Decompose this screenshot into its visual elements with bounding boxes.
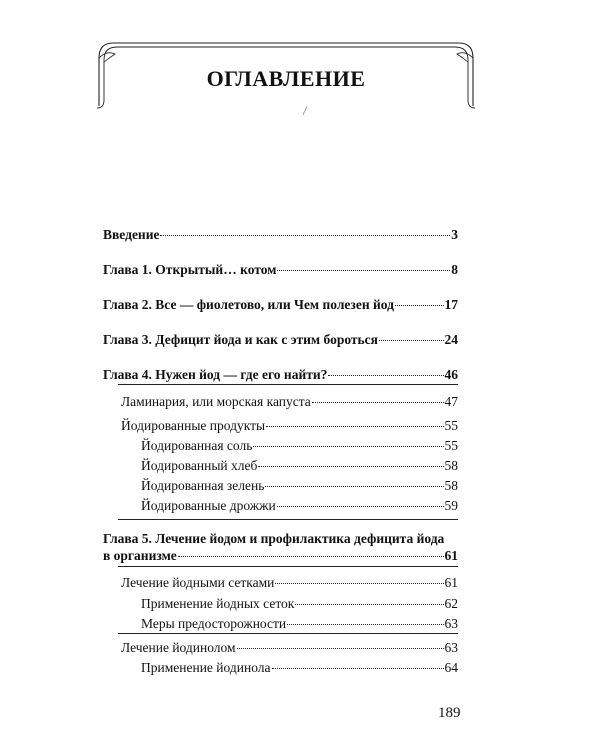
ornamental-header-frame [95,40,477,110]
page-title: ОГЛАВЛЕНИЕ [206,66,366,91]
toc-label: Меры предосторожности [141,616,287,631]
section-divider [118,384,458,385]
toc-entry-laminaria[interactable] [121,394,458,410]
toc-label: Лечение йодными сетками [121,575,275,590]
toc-label: Лечение йодинолом [121,640,236,655]
toc-entry-chapter-1[interactable] [103,262,458,278]
toc-entry-iodized-salt[interactable] [141,438,458,454]
toc-entry-precautions[interactable] [141,616,458,632]
leader-dots [160,234,450,236]
toc-entry-iodine-nets[interactable] [121,575,458,591]
toc-entry-iodized-bread[interactable] [141,458,458,474]
leader-dots [237,647,444,649]
toc-entry-chapter-5[interactable] [103,548,458,564]
leader-dots [295,603,443,605]
toc-entry-applying-iodine-nets[interactable] [141,596,458,612]
toc-page-number: 46 [444,367,458,382]
toc-entry-iodized-products[interactable] [121,418,458,434]
toc-label: Йодированные продукты [121,418,266,433]
toc-label: Ламинария, или морская капуста [121,394,311,409]
leader-dots [312,401,444,403]
toc-entry-iodinol-treatment[interactable] [121,640,458,656]
toc-entry-chapter-5-line-1[interactable]: Глава 5. Лечение йодом и профилактика дефицита йода [103,531,445,546]
leader-dots [178,555,444,557]
toc-page-number: 47 [444,394,458,409]
toc-label: Глава 3. Дефицит йода и как с этим бороться [103,332,378,347]
toc-label: Введение [103,227,160,242]
page-number: 189 [438,705,461,721]
toc-page-number: 63 [444,616,458,631]
toc-label: Йодированный хлеб [141,458,258,473]
toc-label: Глава 4. Нужен йод — где его найти? [103,367,328,382]
leader-dots [253,445,443,447]
toc-page-number: 17 [444,297,458,312]
leader-dots [277,269,450,271]
toc-entry-chapter-2[interactable] [103,297,458,313]
leader-dots [277,505,444,507]
toc-label: Применение йодных сеток [141,596,295,611]
leader-dots [265,485,443,487]
toc-label: Глава 2. Все — фиолетово, или Чем полезен йод [103,297,394,312]
toc-label: в организме [103,548,177,563]
section-divider [118,566,458,567]
leader-dots [379,339,444,341]
toc-label: Йодированная зелень [141,478,265,493]
toc-entry-iodized-yeast[interactable] [141,498,458,514]
toc-page-number: 58 [444,478,458,493]
leader-dots [395,304,444,306]
section-divider [118,519,458,520]
leader-dots [328,374,443,376]
toc-entry-chapter-3[interactable] [103,332,458,348]
toc-page-number: 62 [444,596,458,611]
toc-page-number: 55 [444,438,458,453]
toc-label: Применение йодинола [141,660,271,675]
toc-page-number: 61 [444,548,458,563]
toc-page-number: 61 [444,575,458,590]
toc-page-number: 8 [451,262,458,277]
toc-label: Йодированная соль [141,438,253,453]
leader-dots [258,465,443,467]
toc-page-number: 55 [444,418,458,433]
toc-entry-iodized-greens[interactable] [141,478,458,494]
toc-page-number: 63 [444,640,458,655]
toc-page-number: 64 [444,660,458,675]
leader-dots [272,667,444,669]
toc-entry-chapter-4[interactable] [103,367,458,383]
stray-mark-icon [302,106,308,116]
toc-page-number: 3 [451,227,458,242]
section-divider [118,633,458,634]
leader-dots [275,582,443,584]
toc-page-number: 59 [444,498,458,513]
toc-entry-introduction[interactable] [103,227,458,243]
toc-entry-applying-iodinol[interactable] [141,660,458,676]
toc-page-number: 24 [444,332,458,347]
toc-label: Глава 1. Открытый… котом [103,262,277,277]
leader-dots [287,623,443,625]
toc-label: Йодированные дрожжи [141,498,276,513]
leader-dots [266,425,443,427]
toc-page-number: 58 [444,458,458,473]
